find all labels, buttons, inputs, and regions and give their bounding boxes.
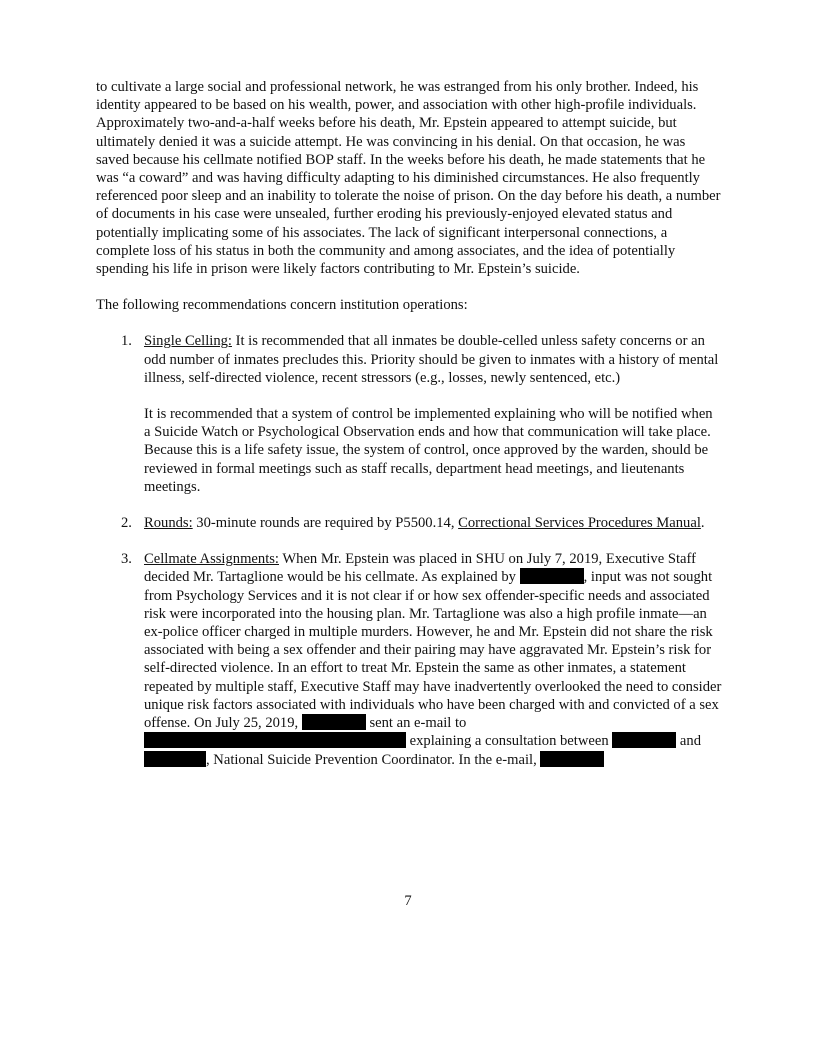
page-number: 7 (404, 893, 412, 909)
redaction-box (144, 751, 206, 767)
item-heading: Cellmate Assignments: (144, 551, 279, 568)
item-number: 3. (121, 551, 132, 568)
recommendation-3 (96, 550, 722, 768)
item-heading: Single Celling: (144, 333, 232, 350)
recommendation-1-paragraph-2: It is recommended that a system of control be implemented explaining who will be notified when a Suicide Watch or Psychological Observation ends and how that communication will take place. Because this is a life safety issue, the system of control, once approved by the warden, should be reviewed in formal meetings such as staff recalls, department head meetings, and lieutenants meetings. (144, 406, 713, 495)
item-text: , National Suicide Prevention Coordinator. In the e-mail, (206, 751, 541, 768)
item-number: 1. (121, 333, 132, 350)
item-text: sent an e-mail to (365, 715, 467, 732)
item-text-end: . (700, 515, 705, 532)
manual-title: Correctional Services Procedures Manual (458, 515, 701, 532)
recommendation-1 (96, 332, 722, 496)
redaction-box (540, 751, 604, 767)
item-text: explaining a consultation between (406, 733, 613, 750)
recommendation-3-text (144, 550, 722, 768)
document-page (96, 78, 722, 769)
item-number: 2. (121, 515, 132, 532)
redaction-box (302, 714, 366, 730)
recommendation-1-text (144, 332, 722, 387)
item-text: It is recommended that all inmates be double-celled unless safety concerns or an odd number of inmates precludes this. Priority should be given to inmates with a history of mental illness, self-directed violence, recent stressors (e.g., losses, newly sentenced, etc.) (144, 333, 719, 386)
item-text: When Mr. Epstein was placed in SHU on July 7, 2019, Executive Staff decided Mr. Tartaglione would be his cellmate. As explained by (144, 551, 696, 586)
item-text: , input was not sought from Psychology Services and it is not clear if or how sex offender-specific needs and associated risk were incorporated into the housing plan. Mr. Tartaglione was also a high profile inmate—an ex-police officer charged in multiple murders. However, he and Mr. Epstein did not share the risk associated with being a sex offender and their pairing may have aggravated Mr. Epstein’s risk for self-directed violence. In an effort to treat Mr. Epstein the same as other inmates, a statement repeated by multiple staff, Executive Staff may have inadvertently overlooked the need to consider unique risk factors associated with individuals who have been charged with and convicted of a sex offense. On July 25, 2019, (144, 569, 722, 732)
item-heading: Rounds: (144, 515, 193, 532)
item-text: and (676, 733, 702, 750)
intro-paragraph: to cultivate a large social and professional network, he was estranged from his only brother. Indeed, his identity appeared to be based on his wealth, power, and association with other high-profile individuals. Approximately two-and-a-half weeks before his death, Mr. Epstein appeared to attempt suicide, but ultimately denied it was a suicide attempt. He was convincing in his denial. On that occasion, he was saved because his cellmate notified BOP staff. In the weeks before his death, he made statements that he was “a coward” and was having difficulty adapting to his diminished circumstances. He also frequently referenced poor sleep and an inability to tolerate the noise of prison. On the day before his death, a number of documents in his case were unsealed, further eroding his previously-enjoyed elevated status and potentially implicating some of his associates. The lack of significant interpersonal connections, a complete loss of his status in both the community and among associates, and the idea of potentially spending his life in prison were likely factors contributing to Mr. Epstein’s suicide. (96, 79, 721, 278)
recommendation-2-text (144, 514, 722, 532)
recommendation-2 (96, 514, 722, 532)
redaction-box (144, 732, 406, 748)
redaction-box (520, 568, 584, 584)
redaction-box (612, 732, 676, 748)
recommendations-intro: The following recommendations concern institution operations: (96, 297, 468, 314)
item-text: 30-minute rounds are required by P5500.14, (192, 515, 459, 532)
